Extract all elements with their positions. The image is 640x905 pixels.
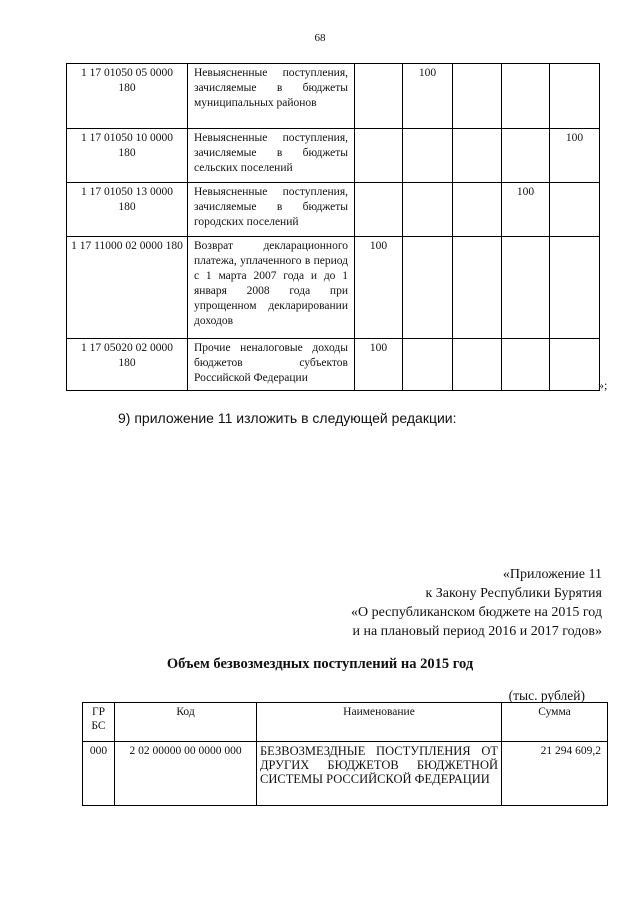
- value-cell: [403, 339, 453, 391]
- code-cell: 1 17 01050 13 0000 180: [67, 183, 188, 237]
- header-code: Код: [115, 703, 257, 742]
- value-cell: [550, 339, 600, 391]
- table-row: [67, 183, 600, 237]
- value-cell: [453, 183, 502, 237]
- value-cell: [453, 237, 502, 339]
- table-row: [67, 129, 600, 183]
- item-9-instruction: 9) приложение 11 изложить в следующей редакции:: [118, 410, 457, 426]
- value-cell: [502, 339, 550, 391]
- code-cell: 1 17 05020 02 0000 180: [67, 339, 188, 391]
- table-row: [67, 64, 600, 129]
- appendix-header: [351, 565, 602, 641]
- closing-quote-mark: »;: [598, 378, 608, 392]
- value-cell: 100: [355, 237, 403, 339]
- value-cell: [403, 183, 453, 237]
- name-cell: БЕЗВОЗМЕЗДНЫЕ ПОСТУПЛЕНИЯ ОТ ДРУГИХ БЮДЖЕТОВ БЮДЖЕТНОЙ СИСТЕМЫ РОССИЙСКОЙ ФЕДЕРАЦИИ: [257, 742, 502, 806]
- code-cell: 2 02 00000 00 0000 000: [115, 742, 257, 806]
- value-cell: 100: [550, 129, 600, 183]
- section-title: Объем безвозмездных поступлений на 2015 год: [166, 656, 474, 672]
- value-cell: [502, 64, 550, 129]
- table-header-row: [83, 703, 608, 742]
- appendix-line: и на плановый период 2016 и 2017 годов»: [352, 624, 602, 639]
- name-cell: Возврат декларационного платежа, уплаченного в период с 1 марта 2007 года и до 1 января 2008 года при упрощенном декларировании доходов: [188, 237, 355, 339]
- name-cell: Прочие неналоговые доходы бюджетов субъектов Российской Федерации: [188, 339, 355, 391]
- value-cell: [403, 237, 453, 339]
- value-cell: [550, 237, 600, 339]
- table-row: [83, 742, 608, 806]
- header-name: Наименование: [257, 703, 502, 742]
- value-cell: [453, 64, 502, 129]
- gratuitous-receipts-table: [82, 702, 608, 806]
- header-grbs: ГР БС: [83, 703, 115, 742]
- code-cell: 1 17 01050 10 0000 180: [67, 129, 188, 183]
- sum-cell: 21 294 609,2: [502, 742, 608, 806]
- value-cell: [355, 129, 403, 183]
- value-cell: [355, 183, 403, 237]
- name-cell: Невыясненные поступления, зачисляемые в бюджеты городских поселений: [188, 183, 355, 237]
- name-cell: Невыясненные поступления, зачисляемые в бюджеты муниципальных районов: [188, 64, 355, 129]
- code-cell: 1 17 11000 02 0000 180: [67, 237, 188, 339]
- header-sum: Сумма: [502, 703, 608, 742]
- name-cell: Невыясненные поступления, зачисляемые в бюджеты сельских поселений: [188, 129, 355, 183]
- appendix-line: «Приложение 11: [502, 567, 602, 582]
- value-cell: 100: [403, 64, 453, 129]
- units-label: (тыс. рублей): [508, 688, 585, 703]
- value-cell: 100: [355, 339, 403, 391]
- code-cell: 1 17 01050 05 0000 180: [67, 64, 188, 129]
- value-cell: [502, 129, 550, 183]
- grbs-cell: 000: [83, 742, 115, 806]
- value-cell: [355, 64, 403, 129]
- value-cell: [550, 64, 600, 129]
- appendix-line: к Закону Республики Бурятия: [425, 586, 602, 601]
- value-cell: [502, 237, 550, 339]
- appendix-line: «О республиканском бюджете на 2015 год: [351, 605, 602, 620]
- value-cell: [453, 339, 502, 391]
- table-row: [67, 237, 600, 339]
- table-row: [67, 339, 600, 391]
- revenue-codes-table: [66, 63, 600, 391]
- value-cell: 100: [502, 183, 550, 237]
- page-number: 68: [314, 32, 326, 44]
- value-cell: [453, 129, 502, 183]
- value-cell: [550, 183, 600, 237]
- value-cell: [403, 129, 453, 183]
